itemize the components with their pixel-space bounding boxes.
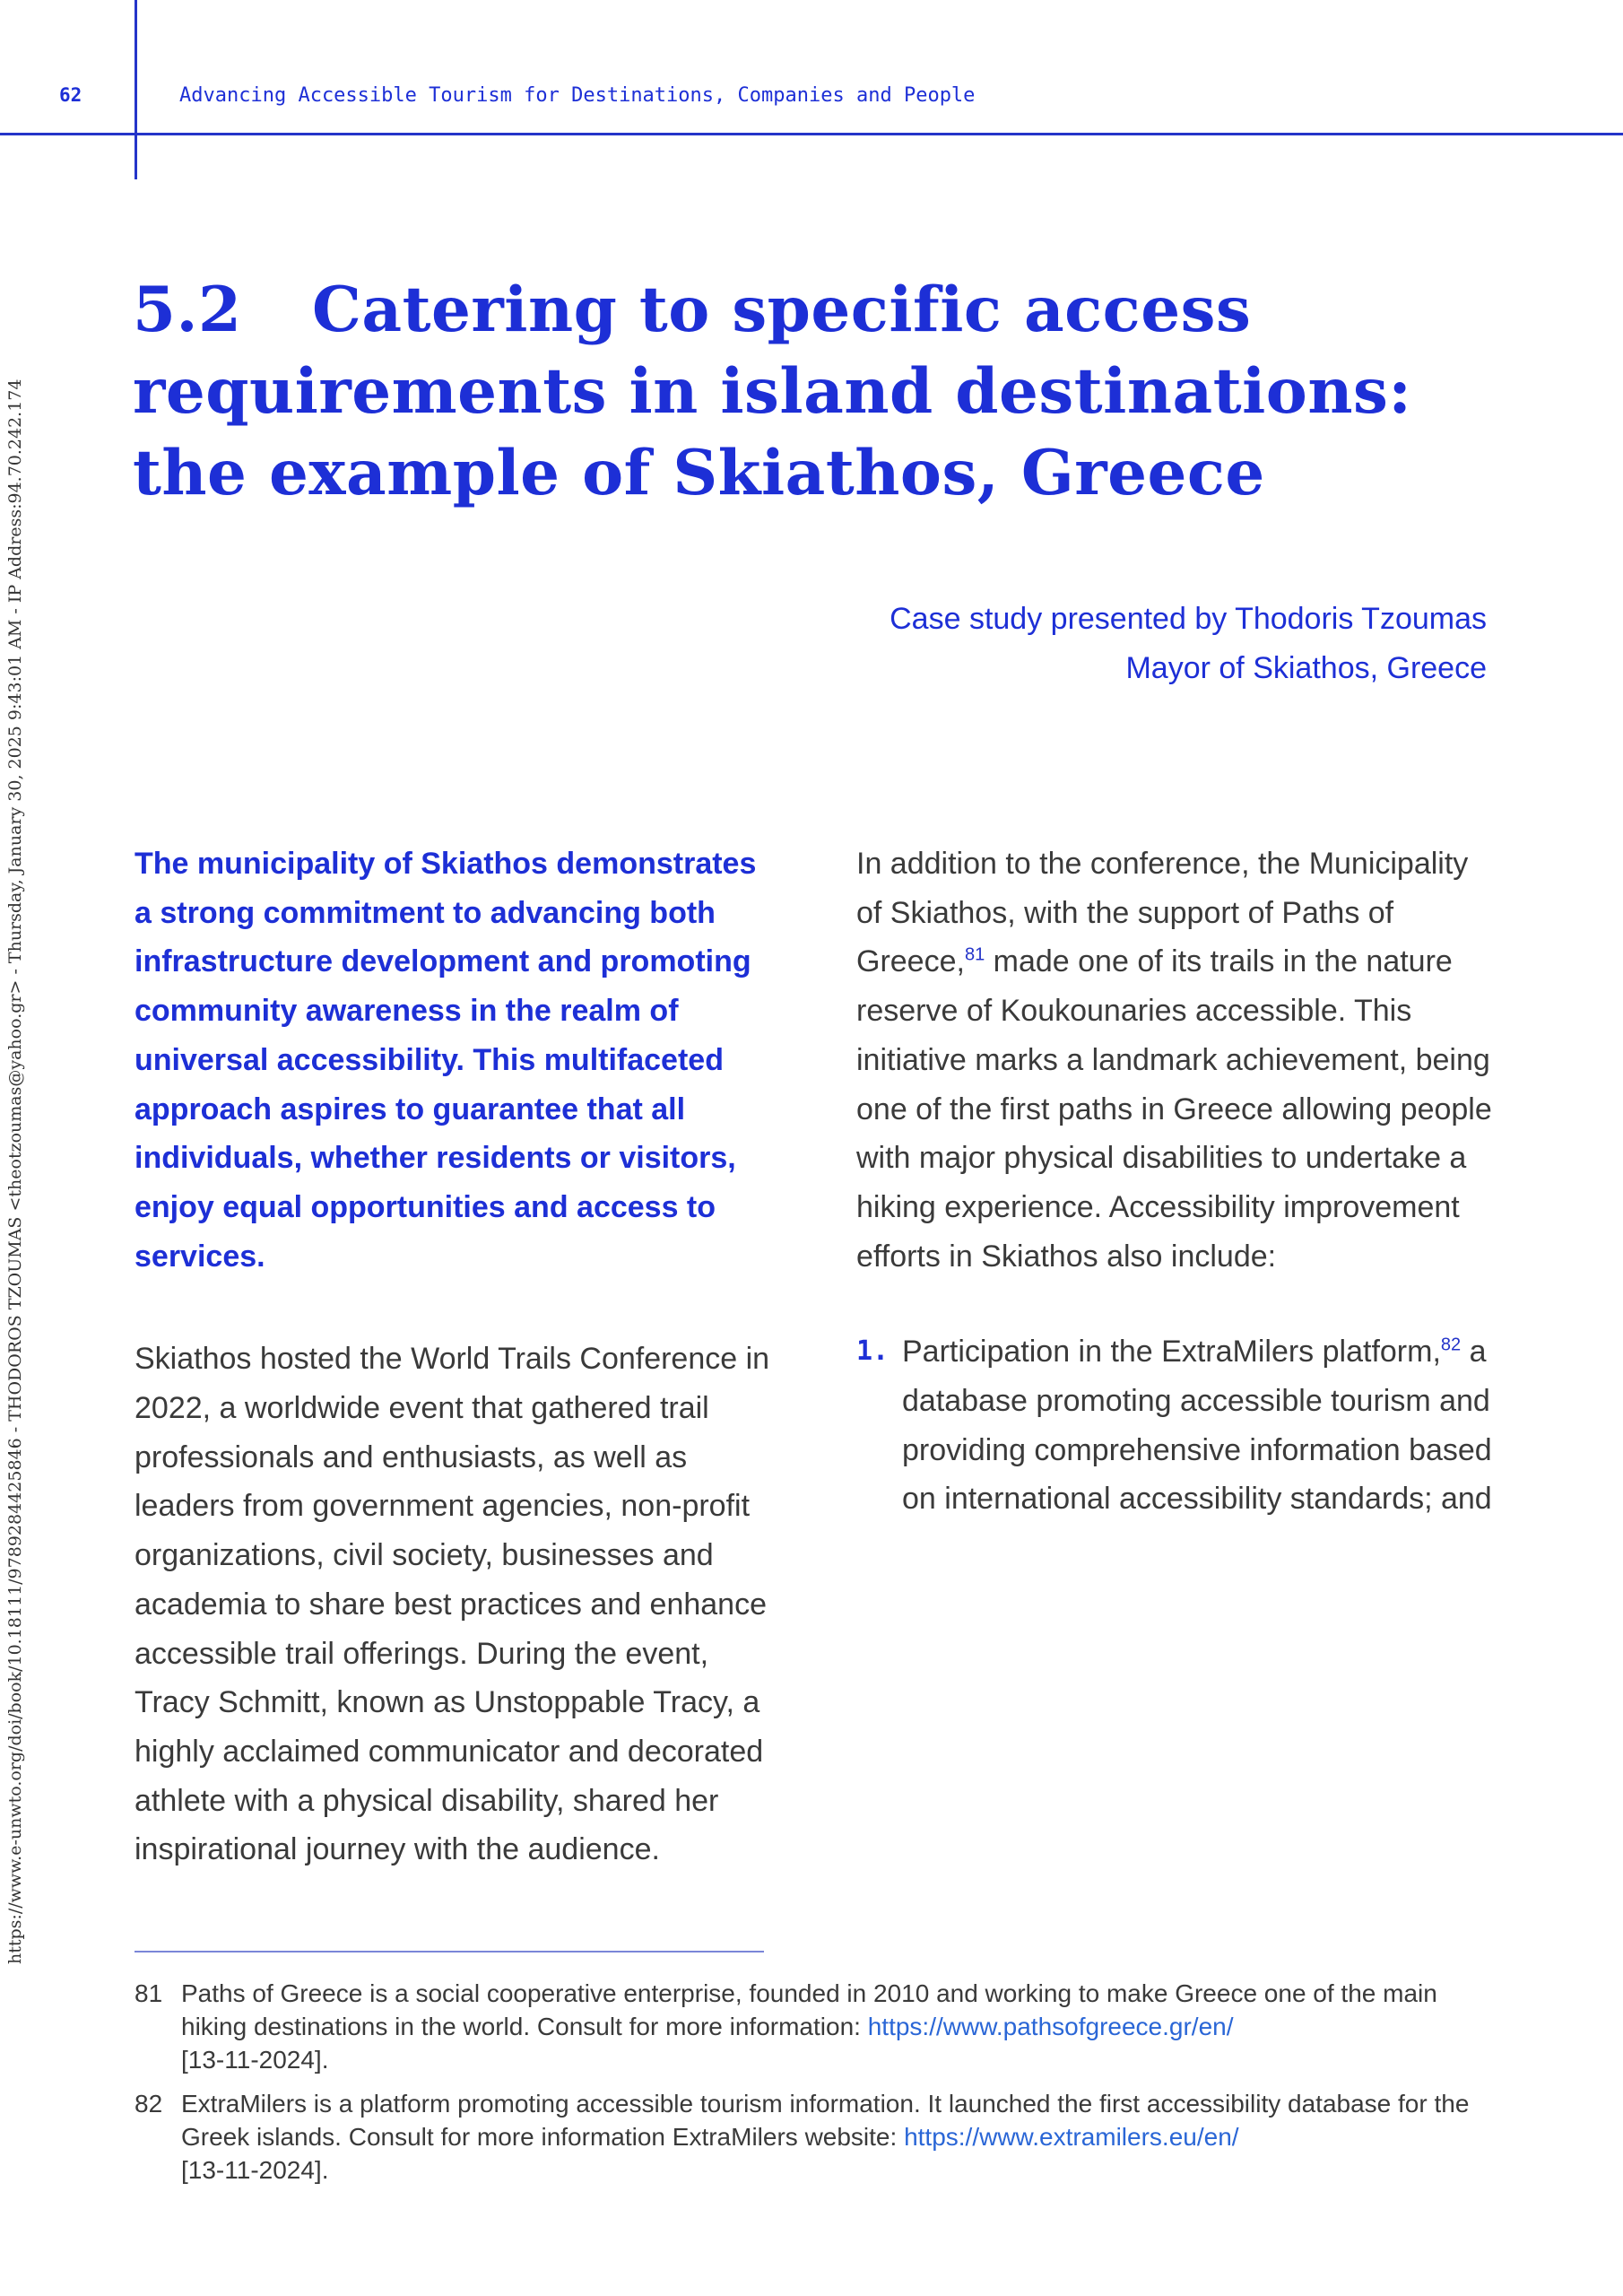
byline-role: Mayor of Skiathos, Greece	[1125, 651, 1487, 685]
footnote-number: 82	[135, 2090, 163, 2118]
running-title: Advancing Accessible Tourism for Destinations, Companies and People	[179, 84, 976, 107]
list-item-text-b: a database promoting accessible tourism and providing comprehensive information based on international accessibility standards; and	[902, 1335, 1492, 1517]
section-number: 5.2	[133, 274, 242, 346]
list-item-text-a: Participation in the ExtraMilers platform,	[902, 1335, 1441, 1370]
footnote-text: ExtraMilers is a platform promoting accessible tourism information. It launched the first accessibility database for the Greek islands. Consult for more information ExtraMilers website:	[181, 2090, 1470, 2151]
body-paragraph-1: Skiathos hosted the World Trails Conference in 2022, a worldwide event that gathered trail professionals and enthusiasts, as well as leaders from government agencies, non-profit organizations, civil society, businesses and academia to share best practices and enhance accessible trail offerings. During the event, Tracy Schmitt, known as Unstoppable Tracy, a highly acclaimed communicator and decorated athlete with a physical disability, shared her inspirational journey with the audience.	[135, 1342, 770, 1867]
download-stamp: https://www.e-unwto.org/doi/book/10.18111/9789284425846 - THODOROS TZOUMAS <theotzoumas@yahoo.gr> - Thursday, January 30, 2025 9:43:01 AM - IP Address:94.70.242.174	[5, 378, 25, 1964]
paragraph-2-text-a: In addition to the conference, the Municipality of Skiathos, with the support of Paths of Greece,	[856, 847, 1469, 979]
footnote-date: [13-11-2024].	[181, 2046, 329, 2074]
footnotes	[135, 1977, 1488, 2197]
left-column	[135, 839, 780, 1874]
paragraph-2-text-b: made one of its trails in the nature reserve of Koukounaries accessible. This initiative marks a landmark achievement, being one of the first paths in Greece allowing people with major physical disabilities to undertake a hiking experience. Accessibility improvement efforts in Skiathos also include:	[856, 944, 1492, 1274]
right-column	[856, 839, 1502, 1524]
list-item	[856, 1327, 1502, 1524]
footnote-date: [13-11-2024].	[181, 2156, 329, 2184]
page-number: 62	[59, 84, 82, 106]
footnote-link[interactable]: https://www.extramilers.eu/en/	[904, 2123, 1239, 2151]
footnote-82	[135, 2087, 1488, 2187]
footnote-link[interactable]: https://www.pathsofgreece.gr/en/	[867, 2013, 1234, 2040]
byline	[890, 595, 1487, 693]
lead-paragraph: The municipality of Skiathos demonstrates a strong commitment to advancing both infrastructure development and promoting community awareness in the realm of universal accessibility. This multifaceted approach aspires to guarantee that all individuals, whether residents or visitors, enjoy equal opportunities and access to services.	[135, 847, 757, 1274]
footnote-rule	[135, 1951, 764, 1952]
header-vertical-rule	[135, 0, 137, 179]
footnote-ref-81[interactable]: 81	[964, 945, 985, 966]
section-title-text: Catering to specific access requirements in island destinations: the example of Skiathos, Greece	[133, 274, 1412, 509]
footnote-number: 81	[135, 1979, 163, 2007]
byline-presenter: Case study presented by Thodoris Tzoumas	[890, 602, 1487, 636]
list-number: 1.	[856, 1335, 890, 1368]
footnote-text: Paths of Greece is a social cooperative enterprise, founded in 2010 and working to make Greece one of the main hiking destinations in the world. Consult for more information:	[181, 1979, 1437, 2040]
footnote-81	[135, 1977, 1488, 2076]
footnote-ref-82[interactable]: 82	[1440, 1335, 1462, 1355]
header-horizontal-rule	[0, 133, 1623, 135]
body-paragraph-2	[856, 839, 1502, 1281]
section-title	[133, 269, 1532, 514]
